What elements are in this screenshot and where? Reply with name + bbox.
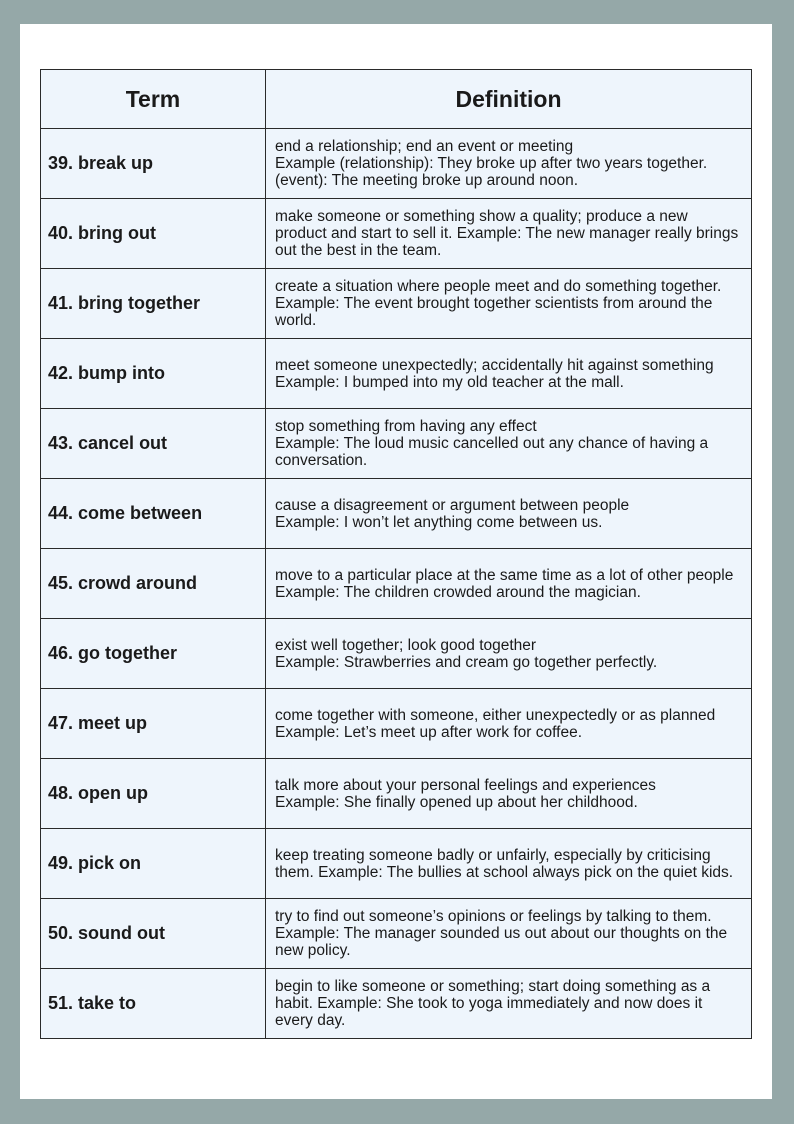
table-row [41,969,752,1039]
table-body [41,129,752,1039]
definition-cell: talk more about your personal feelings and experiences Example: She finally opened up about her childhood. [266,759,752,829]
worksheet-page [20,24,772,1099]
term-cell: 51. take to [41,969,266,1039]
table-row [41,619,752,689]
definition-cell: move to a particular place at the same time as a lot of other people Example: The children crowded around the magician. [266,549,752,619]
table-row [41,269,752,339]
term-cell: 44. come between [41,479,266,549]
definition-cell: keep treating someone badly or unfairly, especially by criticising them. Example: The bullies at school always pick on the quiet kids. [266,829,752,899]
definition-cell: end a relationship; end an event or meeting Example (relationship): They broke up after two years together. (event): The meeting broke up around noon. [266,129,752,199]
term-cell: 43. cancel out [41,409,266,479]
definition-cell: make someone or something show a quality; produce a new product and start to sell it. Example: The new manager really brings out the best in the team. [266,199,752,269]
table-row [41,549,752,619]
term-cell: 47. meet up [41,689,266,759]
definition-cell: begin to like someone or something; start doing something as a habit. Example: She took to yoga immediately and now does it every day. [266,969,752,1039]
definition-cell: exist well together; look good together Example: Strawberries and cream go together perfectly. [266,619,752,689]
table-row [41,899,752,969]
term-cell: 46. go together [41,619,266,689]
term-cell: 39. break up [41,129,266,199]
term-cell: 50. sound out [41,899,266,969]
table-row [41,199,752,269]
table-row [41,339,752,409]
definition-cell: come together with someone, either unexpectedly or as planned Example: Let’s meet up after work for coffee. [266,689,752,759]
table-header-row [41,70,752,129]
definition-cell: try to find out someone’s opinions or feelings by talking to them. Example: The manager sounded us out about our thoughts on the new policy. [266,899,752,969]
term-column-header: Term [41,70,266,129]
term-cell: 41. bring together [41,269,266,339]
table-row [41,129,752,199]
term-cell: 42. bump into [41,339,266,409]
definition-cell: create a situation where people meet and do something together. Example: The event brought together scientists from around the world. [266,269,752,339]
term-cell: 49. pick on [41,829,266,899]
term-cell: 40. bring out [41,199,266,269]
table-row [41,829,752,899]
definition-cell: stop something from having any effect Example: The loud music cancelled out any chance of having a conversation. [266,409,752,479]
definition-cell: cause a disagreement or argument between people Example: I won’t let anything come between us. [266,479,752,549]
term-cell: 48. open up [41,759,266,829]
table-row [41,409,752,479]
table-row [41,689,752,759]
term-cell: 45. crowd around [41,549,266,619]
phrasal-verb-table [40,69,752,1039]
definition-column-header: Definition [266,70,752,129]
table-row [41,759,752,829]
table-row [41,479,752,549]
definition-cell: meet someone unexpectedly; accidentally hit against something Example: I bumped into my old teacher at the mall. [266,339,752,409]
